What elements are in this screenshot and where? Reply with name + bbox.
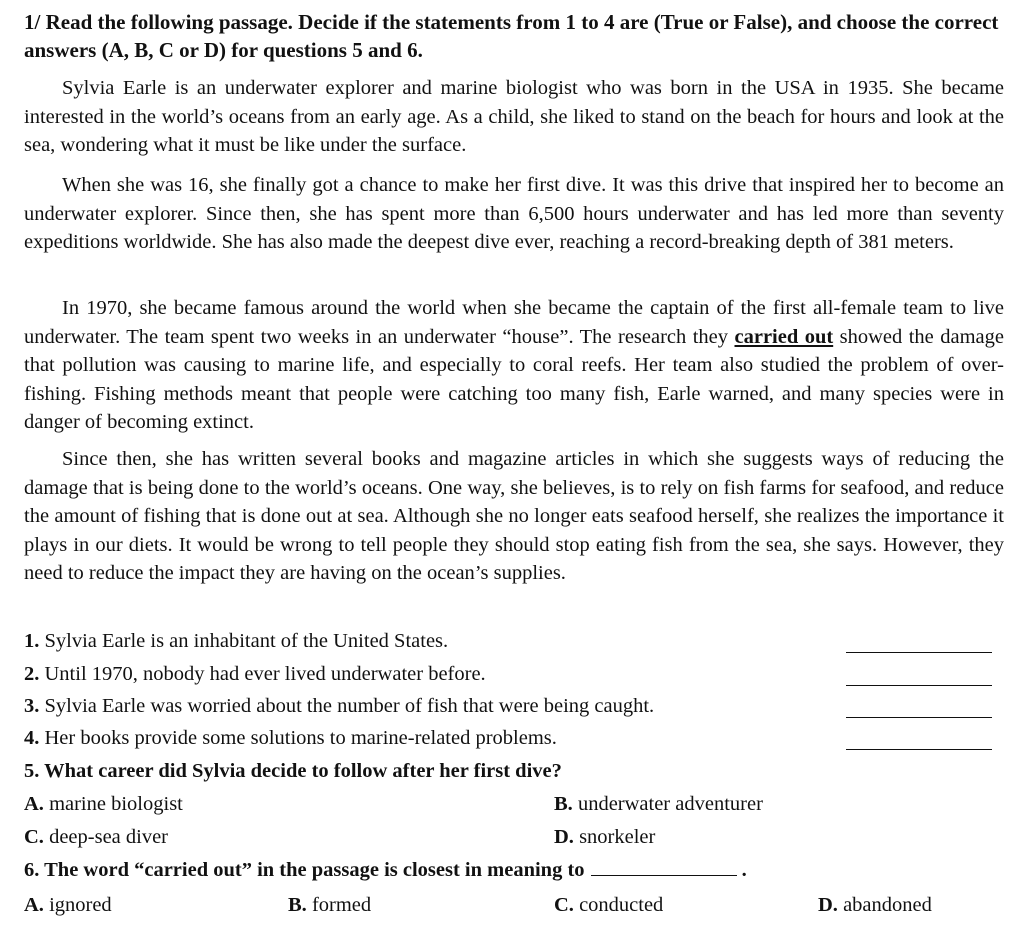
option-letter: D. — [818, 894, 838, 916]
q5-option-b[interactable] — [554, 790, 763, 818]
question-6 — [24, 856, 747, 884]
q6-option-d[interactable] — [818, 891, 932, 919]
paragraph-3-text-start: In 1970, she became famous around the world when she became the captain of the first all-female team to live underwater. The team spent two weeks in an underwater “house”. The research they — [24, 297, 1004, 348]
q5-option-a[interactable] — [24, 790, 183, 818]
statement-number: 4. — [24, 727, 40, 749]
paragraph-3-text-end: showed the damage that pollution was causing to marine life, and especially to coral reefs. Her team also studied the problem of over-fishing. Fishing methods meant that people were catching too many fish, Earle warned, and many species were in danger of becoming extinct. — [24, 325, 1004, 433]
option-text: ignored — [49, 894, 112, 916]
q5-option-c[interactable] — [24, 823, 168, 851]
option-letter: A. — [24, 894, 44, 916]
option-text: abandoned — [843, 894, 932, 916]
statement-number: 3. — [24, 695, 40, 717]
answer-blank-2[interactable] — [846, 685, 992, 686]
statement-number: 1. — [24, 630, 40, 652]
question-6-end: . — [741, 859, 747, 881]
option-letter: C. — [24, 826, 44, 848]
passage-paragraph-4: Since then, she has written several books and magazine articles in which she suggests ways of reducing the damage that is being done to the world’s oceans. One way, she believes, is to rely on fish farms for seafood, and reduce the amount of fishing that is done out at sea. Although she no longer eats seafood herself, she realizes the importance it plays in our diets. It would be wrong to tell people they should stop eating fish from the sea, she says. However, they need to reduce the impact they are having on the ocean’s supplies. — [24, 448, 1004, 584]
q6-option-a[interactable] — [24, 891, 112, 919]
question-6-text: 6. The word “carried out” in the passage is closest in meaning to — [24, 859, 585, 881]
option-letter: C. — [554, 894, 574, 916]
instructions-heading: 1/ Read the following passage. Decide if the statements from 1 to 4 are (True or False), and choose the correct answers (A, B, C or D) for questions 5 and 6. — [24, 10, 999, 62]
answer-blank-4[interactable] — [846, 749, 992, 750]
question-5: 5. What career did Sylvia decide to follow after her first dive? — [24, 760, 562, 782]
question-6-blank[interactable] — [591, 857, 737, 876]
statement-1 — [24, 627, 448, 655]
option-text: marine biologist — [49, 793, 183, 815]
option-letter: D. — [554, 826, 574, 848]
option-text: underwater adventurer — [577, 793, 763, 815]
option-letter: B. — [288, 894, 307, 916]
option-text: snorkeler — [579, 826, 656, 848]
option-text: deep-sea diver — [49, 826, 169, 848]
statement-text: Her books provide some solutions to marine-related problems. — [44, 727, 557, 749]
passage-paragraph-3 — [24, 294, 1004, 437]
q5-option-d[interactable] — [554, 823, 655, 851]
answer-blank-3[interactable] — [846, 717, 992, 718]
answer-blank-1[interactable] — [846, 652, 992, 653]
passage-paragraph-2: When she was 16, she finally got a chance to make her first dive. It was this drive that inspired her to become an underwater explorer. Since then, she has spent more than 6,500 hours underwater and has led more than seventy expeditions worldwide. She has also made the deepest dive ever, reaching a record-breaking depth of 381 meters. — [24, 174, 1004, 253]
option-letter: B. — [554, 793, 573, 815]
statement-number: 2. — [24, 663, 40, 685]
statement-text: Sylvia Earle was worried about the number of fish that were being caught. — [44, 695, 655, 717]
option-text: conducted — [579, 894, 664, 916]
statement-text: Until 1970, nobody had ever lived underwater before. — [44, 663, 486, 685]
highlighted-phrase: carried out — [734, 325, 834, 348]
statement-2 — [24, 660, 486, 688]
q6-option-c[interactable] — [554, 891, 663, 919]
q6-option-b[interactable] — [288, 891, 371, 919]
passage-paragraph-1: Sylvia Earle is an underwater explorer and marine biologist who was born in the USA in 1935. She became interested in the world’s oceans from an early age. As a child, she liked to stand on the beach for hours and look at the sea, wondering what it must be like under the surface. — [24, 77, 1004, 156]
option-text: formed — [311, 894, 372, 916]
statement-3 — [24, 692, 654, 720]
statement-4 — [24, 724, 557, 752]
statement-text: Sylvia Earle is an inhabitant of the United States. — [44, 630, 449, 652]
option-letter: A. — [24, 793, 44, 815]
